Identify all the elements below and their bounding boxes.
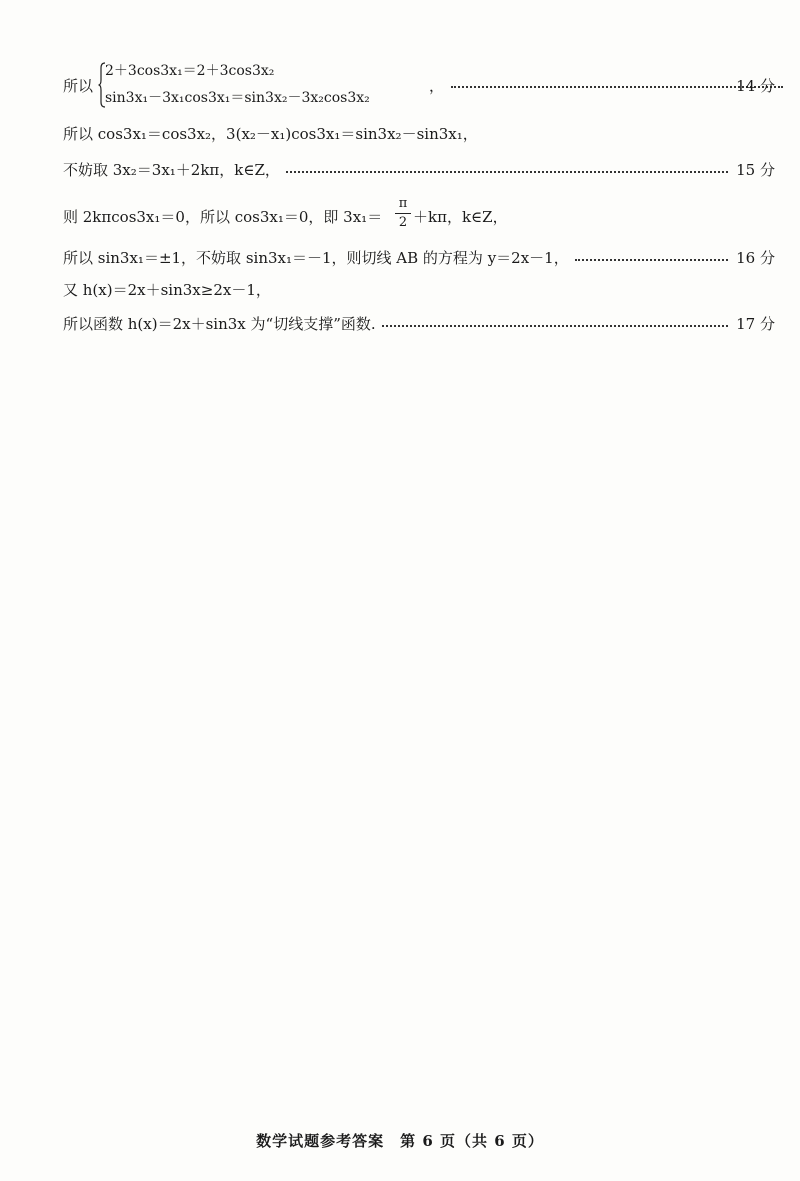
solution-line-3-text: 不妨取 3x₂＝3x₁＋2kπ，k∈Z， — [63, 161, 280, 179]
system-equation-1: 2＋3cos3x₁＝2＋3cos3x₂ — [105, 63, 275, 79]
solution-line-4-pre: 则 2kπcos3x₁＝0，所以 cos3x₁＝0，即 3x₁＝ — [63, 208, 383, 226]
solution-line-5 — [63, 248, 775, 268]
solution-line-3 — [63, 160, 775, 180]
solution-line-7-text: 所以函数 h(x)＝2x＋sin3x 为“切线支撑”函数. — [63, 315, 376, 333]
fraction-bar — [395, 213, 411, 214]
dot-leader — [382, 325, 729, 327]
dot-leader — [575, 259, 728, 261]
score-17: 17 分 — [736, 315, 775, 333]
fraction-pi-over-2 — [395, 196, 411, 231]
equation-system — [63, 62, 775, 110]
solution-line-6: 又 h(x)＝2x＋sin3x≥2x－1， — [63, 281, 271, 299]
fraction-denominator: 2 — [398, 215, 408, 230]
solution-line-2: 所以 cos3x₁＝cos3x₂，3(x₂－x₁)cos3x₁＝sin3x₂－sin3x₁， — [63, 125, 478, 143]
score-16: 16 分 — [736, 249, 775, 267]
solution-line-7 — [63, 314, 775, 334]
fraction-numerator: π — [398, 196, 408, 211]
score-14: 14 分 — [736, 77, 775, 95]
system-prefix: 所以 — [63, 77, 94, 95]
dot-leader — [286, 171, 728, 173]
dot-leader — [451, 86, 783, 88]
solution-line-4-post: ＋kπ，k∈Z， — [413, 208, 508, 226]
score-15: 15 分 — [736, 161, 775, 179]
page-footer: 数学试题参考答案 第 6 页（共 6 页） — [256, 1132, 544, 1150]
system-equation-2: sin3x₁－3x₁cos3x₁＝sin3x₂－3x₂cos3x₂ — [105, 90, 370, 106]
system-comma: ， — [429, 77, 445, 95]
solution-line-5-text: 所以 sin3x₁＝±1，不妨取 sin3x₁＝－1，则切线 AB 的方程为 y＝2x－1， — [63, 249, 569, 267]
